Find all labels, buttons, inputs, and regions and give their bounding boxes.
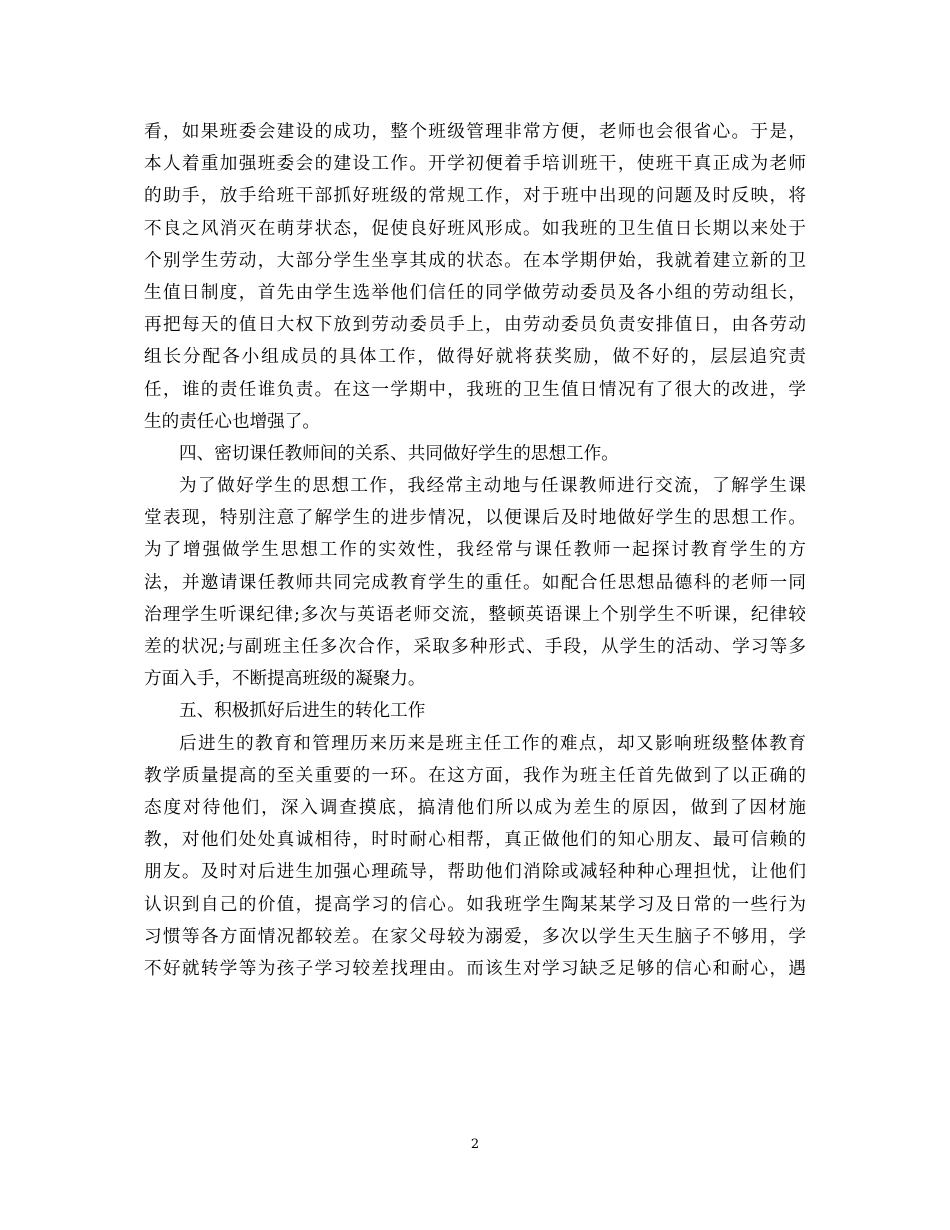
text-line: 五、积极抓好后进生的转化工作	[179, 701, 426, 722]
text-line: 不好就转学等为孩子学习较差找理由。而该生对学习缺乏足够的信心和耐心，遇	[144, 958, 806, 979]
text-line: 教，对他们处处真诚相待，时时耐心相帮，真正做他们的知心朋友、最可信赖的	[144, 830, 806, 851]
text-line: 治理学生听课纪律;多次与英语老师交流，整顿英语课上个别学生不听课，纪律较	[144, 604, 806, 625]
text-line: 看，如果班委会建设的成功，整个班级管理非常方便，老师也会很省心。于是，	[144, 122, 806, 142]
text-line: 生值日制度，首先由学生选举他们信任的同学做劳动委员及各小组的劳动组长，	[144, 282, 806, 303]
text-line: 再把每天的值日大权下放到劳动委员手上，由劳动委员负责安排值日，由各劳动	[144, 315, 806, 336]
text-line: 任，谁的责任谁负责。在这一学期中，我班的卫生值日情况有了很大的改进，学	[144, 379, 806, 400]
text-line: 生的责任心也增强了。	[144, 411, 320, 432]
page-number: 2	[470, 1137, 480, 1152]
text-line: 差的状况;与副班主任多次合作，采取多种形式、手段，从学生的活动、学习等多	[144, 637, 806, 657]
text-line: 不良之风消灭在萌芽状态，促使良好班风形成。如我班的卫生值日长期以来处于	[144, 218, 806, 239]
text-line: 为了增强做学生思想工作的实效性，我经常与课任教师一起探讨教育学生的方	[144, 540, 806, 561]
text-line: 本人着重加强班委会的建设工作。开学初便着手培训班干，使班干真正成为老师	[144, 154, 806, 175]
text-line: 的助手，放手给班干部抓好班级的常规工作，对于班中出现的问题及时反映，将	[144, 186, 806, 207]
text-line: 为了做好学生的思想工作，我经常主动地与任课教师进行交流，了解学生课	[179, 476, 806, 497]
text-line: 法，并邀请课任教师共同完成教育学生的重任。如配合任思想品德科的老师一同	[144, 572, 806, 593]
text-line: 堂表现，特别注意了解学生的进步情况，以便课后及时地做好学生的思想工作。	[144, 508, 806, 529]
text-line: 后进生的教育和管理历来历来是班主任工作的难点，却又影响班级整体教育	[179, 733, 806, 754]
text-line: 四、密切课任教师间的关系、共同做好学生的思想工作。	[179, 443, 619, 464]
document-body	[144, 116, 806, 985]
text-line: 态度对待他们，深入调查摸底，搞清他们所以成为差生的原因，做到了因材施	[144, 797, 806, 818]
text-line: 个别学生劳动，大部分学生坐享其成的状态。在本学期伊始，我就着建立新的卫	[144, 250, 806, 271]
text-line: 组长分配各小组成员的具体工作，做得好就将获奖励，做不好的，层层追究责	[144, 347, 806, 368]
text-line: 方面入手，不断提高班级的凝聚力。	[144, 669, 426, 690]
text-line: 习惯等各方面情况都较差。在家父母较为溺爱，多次以学生天生脑子不够用，学	[144, 926, 806, 947]
text-line: 认识到自己的价值，提高学习的信心。如我班学生陶某某学习及日常的一些行为	[144, 894, 806, 915]
text-line: 教学质量提高的至关重要的一环。在这方面，我作为班主任首先做到了以正确的	[144, 765, 806, 786]
text-line: 朋友。及时对后进生加强心理疏导，帮助他们消除或减轻种种心理担忧，让他们	[144, 862, 806, 883]
